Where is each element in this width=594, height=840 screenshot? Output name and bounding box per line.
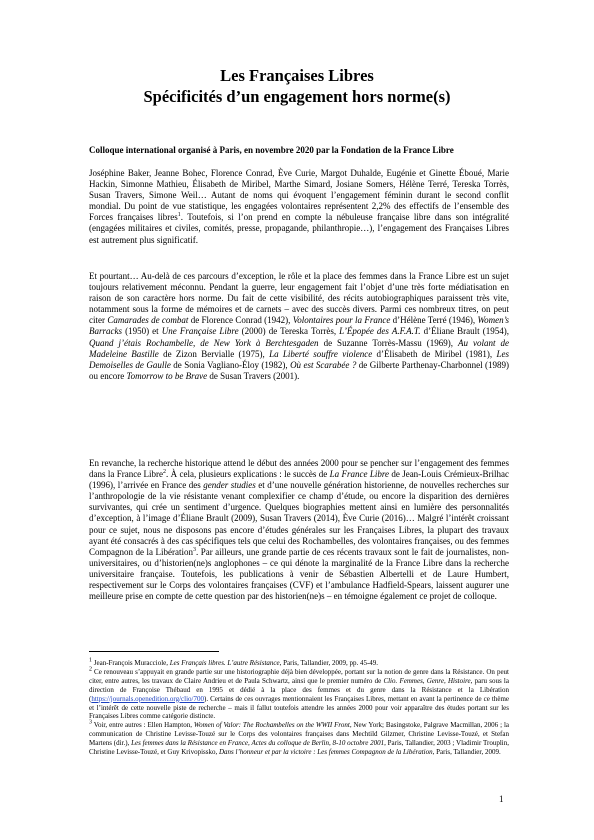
footnote-separator [89, 651, 219, 652]
paragraph-2-text: de Susan Travers (2001). [207, 370, 300, 381]
footnote-number: 3 [89, 720, 92, 727]
document-title: Les Françaises Libres [220, 66, 374, 85]
footnote-number: 1 [89, 657, 92, 664]
book-title: L’Épopée des A.F.A.T. [339, 326, 421, 337]
paragraph-1-text-after: . Toutefois, si l’on prend en compte la nébuleuse française libre dans son intégralité (engagées militaires et civiles, comités, presse, propagande, philanthropie…), l’engagement des Françaises Libres est autrement plus significatif. [89, 212, 509, 245]
paragraph-2-text: (2000) de Tereska Torrès, [238, 326, 340, 337]
paragraph-2-text: d’Éliane Brault (1954), [420, 326, 509, 337]
book-title: Au volant de Madeleine Bastille [89, 337, 509, 359]
footnote-text: , Paris, Tallandier, 2003 ; Vladimir Trouplin, Christine Levisse-Touzé, et Guy Krivopissko, [89, 739, 509, 757]
paragraph-3-text: . Par ailleurs, une grande partie de ces récents travaux sont le fait de journalistes, non-universitaires, ou d’historien(ne)s anglophones – ce qui dénote la marginalité de la France Libre dans la recherche universitaire française. Toutefois, les publications à venir de Sébastien Albertelli et de Laure Humbert, respectivement sur le Corps des volontaires françaises (CVF) et l’ambulance Hadfield-Spears, laissent augurer une meilleure prise en compte de cette question par des historien(ne)s – en témoigne également ce projet de colloque. [89, 546, 509, 602]
paragraph-2-text: de Sonia Vagliano-Éloy (1982), [170, 359, 291, 370]
book-title: Où est Scarabée ? [290, 359, 357, 370]
footnote-ref-3[interactable]: 3 [192, 546, 196, 553]
paragraph-2-text: de Gilberte Parthenay-Charbonnel (1989) ou encore [89, 359, 510, 381]
footnote-text: ). Certains de ces ouvrages mentionnaient les Françaises Libres, mettant en avant la pertinence de ce thème et l’intérêt de cette nouvelle piste de recherche – mais il fallut toutefois attendre les années 2000 pour voir apparaître des études portant sur les Françaises Libres comme catégorie distincte. [89, 694, 509, 721]
footnote-text: Ce renouveau s’appuyait en grande partie sur une historiographie déjà bien développée, portant sur la notion de genre dans la Résistance. On peut citer, entre autres, les travaux de Claire Andrieu et de Paula Schwartz, ainsi que le premier numéro de [89, 667, 509, 685]
paragraph-2-text: d’Élisabeth de Miribel (1981), [372, 348, 497, 359]
footnote-text: Jean-François Muracciole, [92, 659, 170, 667]
journal-title: Clio. Femmes, Genre, Histoire [383, 676, 471, 685]
paragraph-3-text: . À cela, plusieurs explications : le succès de [166, 469, 330, 480]
journal-link[interactable]: https://journals.openedition.org/clio/700 [91, 694, 204, 703]
footnote-1 [89, 659, 509, 668]
paragraph-3-text: et d’une nouvelle génération historienne, de nouvelles recherches sur l’anthropologie de la vie résistante venant complexifier ce champ d’étude, ou encore la disparition des dernières survivantes, qui crée un sentiment d’urgence. Quelques biographies mettent ainsi en lumière des personnalités d’exception, à l’image d’Éliane Brault (2009), Susan Travers (2014), Ève Curie (2016)… Malgré l’intérêt croissant pour ce sujet, nous ne disposons pas encore d’études générales sur les Françaises Libres, la plupart des travaux ayant été consacrés à des cas spécifiques tels que celui des Rochambelles, des volontaires françaises, ou des femmes Compagnon de la Libération [89, 480, 510, 557]
footnote-ref-2[interactable]: 2 [163, 469, 167, 476]
book-title: Tomorrow to be Brave [126, 370, 208, 381]
paragraph-3 [89, 458, 509, 602]
page-number: 1 [499, 794, 504, 804]
book-title: La Liberté souffre violence [269, 348, 373, 359]
paragraph-2-text: d’Hélène Terré (1946), [390, 315, 478, 326]
footnote-text: , New York; Basingstoke, Palgrave Macmillan, 2006 ; la communication de Christine Levisse-Touzé sur le Corps des volontaires françaises dans Mechtild Gilzmer, Christine Levisse-Touzé, et Stefan Martens (dir.), [89, 721, 510, 748]
book-title: Les femmes dans la Résistance en France, Actes du colloque de Berlin, 8-10 octobre 2001 [131, 739, 385, 748]
paragraph-2 [89, 271, 509, 382]
book-title: Volontaires pour la France [292, 315, 391, 326]
paragraph-1 [89, 168, 509, 246]
footnote-text: Voir, entre autres : Ellen Hampton, [92, 721, 194, 730]
paragraph-3-text: En revanche, la recherche historique attend le début des années 2000 pour se pencher sur l’engagement des femmes dans la France Libre [89, 458, 509, 480]
italic-term: gender studies [203, 480, 256, 491]
footnote-text: , paru sous la direction de Françoise Thébaud en 1995 et dédié à la place des femmes et du genre dans la Résistance et la Libération ( [89, 676, 509, 703]
footnote-3 [89, 721, 509, 757]
footnotes [89, 659, 509, 757]
book-title: Camarades de combat [107, 315, 189, 326]
paragraph-2-text: Et pourtant… Au-delà de ces parcours d’exception, le rôle et la place des femmes dans la France Libre est un sujet toujours relativement méconnu. Pendant la guerre, leur engagement fait l’objet d’une très forte médiatisation en raison de son caractère hors norme. Du fait de cette visibilité, des récits autobiographiques paraissent très vite, notamment sous la forme de mémoires et de carnets – avec des succès divers. Parmi ces nombreux titres, on peut citer [89, 271, 509, 326]
paragraph-2-text: (1950) et [122, 326, 162, 337]
book-title: Quand j’étais Rochambelle, de New York à Berchtesgaden [89, 337, 319, 348]
book-title: Les Demoiselles de Gaulle [89, 348, 509, 370]
paragraph-2-text: de Florence Conrad (1942), [188, 315, 293, 326]
book-title: La France Libre [329, 469, 389, 480]
book-title: Women of Valor: The Rochambelles on the WWII Front [193, 721, 350, 730]
paragraph-3-text: de Jean-Louis Crémieux-Brilhac (1996), l’arrivée en France des [89, 469, 510, 491]
paragraph-2-text: de Suzanne Torrès-Massu (1969), [318, 337, 458, 348]
footnote-text: , Paris, Tallandier, 2009, pp. 45-49. [279, 659, 379, 667]
colloquium-subtitle: Colloque international organisé à Paris, en novembre 2020 par la Fondation de la France Libre [89, 145, 454, 155]
footnote-ref-1[interactable]: 1 [177, 212, 181, 219]
book-title: Dans l’honneur et par la victoire : Les femmes Compagnon de la Libération [218, 748, 433, 757]
paragraph-1-text: Joséphine Baker, Jeanne Bohec, Florence Conrad, Ève Curie, Margot Duhalde, Eugénie et Ginette Éboué, Marie Hackin, Simonne Mathieu, Élisabeth de Miribel, Marthe Simard, Josiane Somers, Hélène Terré, Tereska Torrès, Susan Travers, Simone Weil… Autant de noms qui évoquent l’engagement féminin durant le second conflit mondial. Du point de vue statistique, les engagées volontaires représentent 2,2% des effectifs de l’ensemble des Forces françaises libres [89, 168, 509, 223]
footnote-number: 2 [89, 666, 92, 673]
footnote-2 [89, 668, 509, 721]
book-title: Une Française Libre [161, 326, 239, 337]
paragraph-2-text: de Zizon Bervialle (1975), [158, 348, 270, 359]
document-subtitle-title: Spécificités d’un engagement hors norme(s) [143, 87, 451, 106]
book-title: Women’s Barracks [89, 315, 509, 337]
book-title: Les Français libres. L’autre Résistance [169, 659, 280, 667]
footnote-text: , Paris, Tallandier, 2009. [432, 748, 501, 757]
